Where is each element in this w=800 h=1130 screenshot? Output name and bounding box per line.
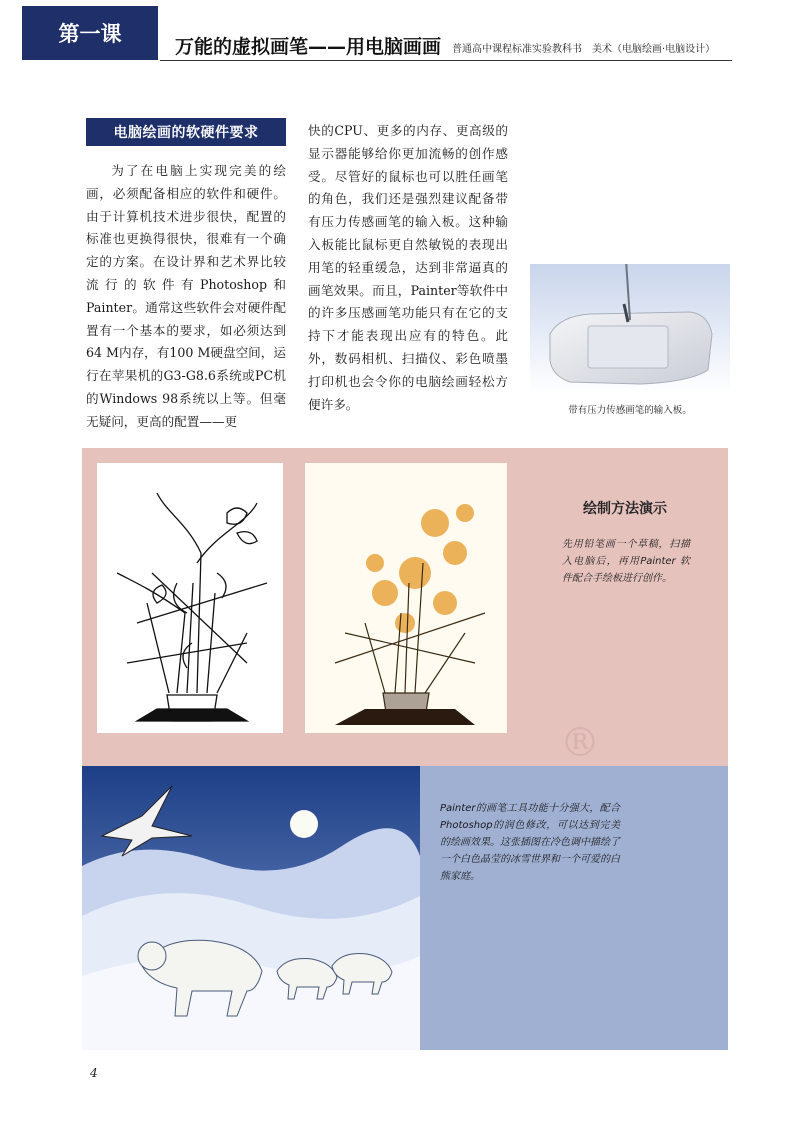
- body-text-left-column: 为了在电脑上实现完美的绘画，必须配备相应的软件和硬件。由于计算机技术进步很快，配置的标准也更换得很快，很难有一个确定的方案。在设计界和艺术界比较流行的软件有Photoshop和Painter。通常这些软件会对硬件配置有一个基本的要求，如必须达到64 M内存，有100 M硬盘空间，运行在苹果机的G3-G8.6系统或PC机的Windows 98系统以上等。但毫无疑问，更高的配置——更: [86, 163, 286, 429]
- section-heading: 电脑绘画的软硬件要求: [86, 118, 286, 146]
- tablet-caption: 带有压力传感画笔的输入板。: [568, 405, 692, 416]
- pencil-sketch-flower-image: [97, 463, 283, 733]
- lesson-label: 第一课: [58, 22, 122, 46]
- page-title: 万能的虚拟画笔——用电脑画画: [175, 36, 442, 58]
- watermark-mark: ®: [560, 720, 600, 766]
- painter-description: Painter的画笔工具功能十分强大，配合Photoshop的润色修改，可以达到完美的绘画效果。这张插图在冷色调中描绘了一个白色晶莹的冰雪世界和一个可爱的白熊家庭。: [440, 803, 620, 882]
- body-text-middle-column: 快的CPU、更多的内存、更高级的显示器能够给你更加流畅的创作感受。尽管好的鼠标也可以胜任画笔的角色，我们还是强烈建议配备带有压力传感画笔的输入板。这种输入板能比鼠标更自然敏锐的表现出用笔的轻重缓急，达到非常逼真的画笔效果。而且，Painter等软件中的许多压感画笔功能只有在它的支持下才能表现出应有的特色。此外，数码相机、扫描仪、彩色喷墨打印机也会令你的电脑绘画轻松方便许多。: [308, 123, 508, 412]
- demo-title: 绘制方法演示: [583, 501, 667, 517]
- polar-bear-snow-painting-image: [82, 766, 420, 1050]
- colored-flower-painting-image: [305, 463, 507, 733]
- textbook-subtitle: 普通高中课程标准实验教科书 美术（电脑绘画·电脑设计）: [452, 44, 716, 55]
- page-number: 4: [90, 1066, 98, 1080]
- demo-description: 先用铅笔画一个草稿，扫描入电脑后，再用Painter 软件配合手绘板进行创作。: [562, 539, 690, 584]
- header-divider-vertical: [158, 6, 160, 60]
- pen-tablet-photo: [530, 264, 730, 394]
- header-rule: [160, 60, 732, 61]
